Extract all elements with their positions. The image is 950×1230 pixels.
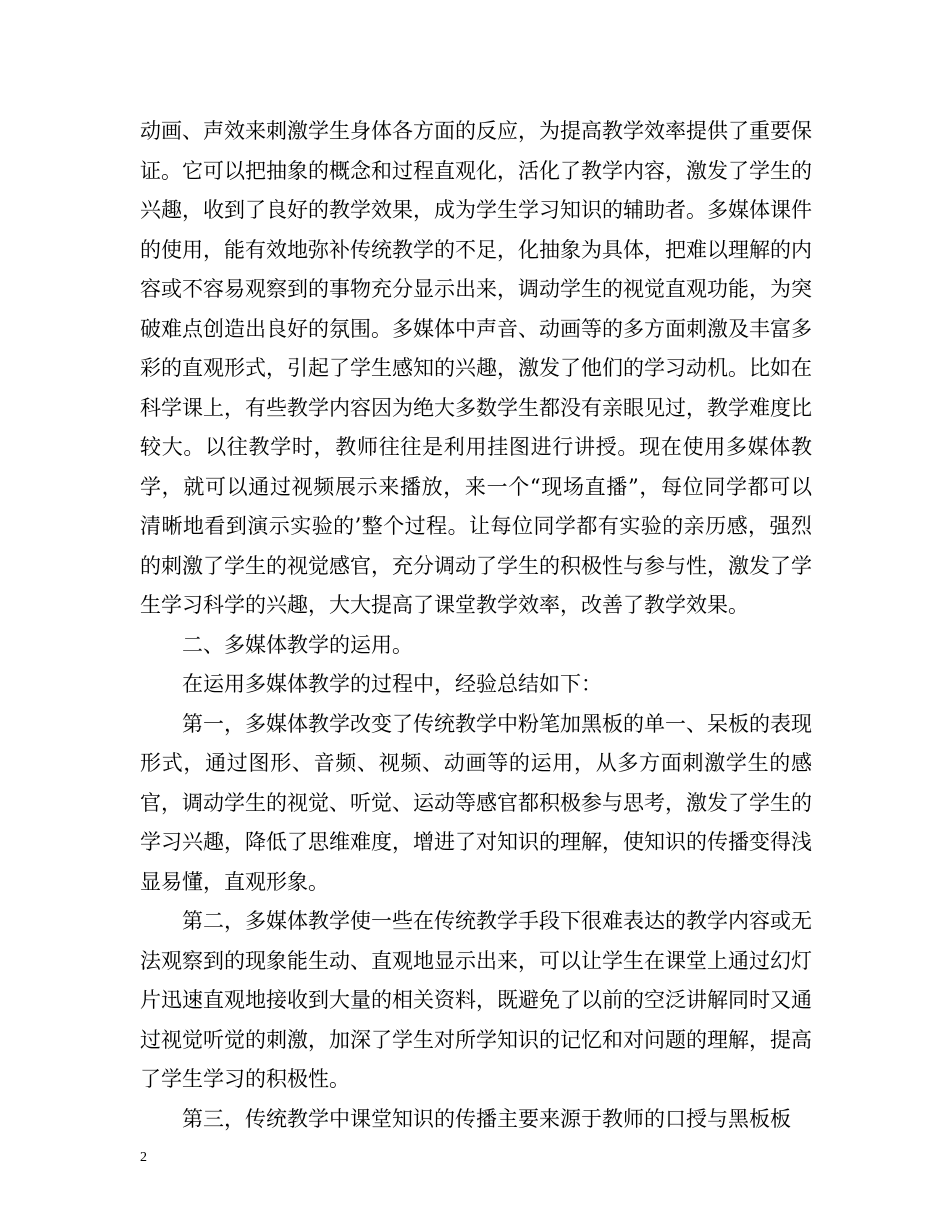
- paragraph-continuation: 动画、声效来刺激学生身体各方面的反应，为提高教学效率提供了重要保证。它可以把抽象的概念和过程直观化，活化了教学内容，激发了学生的兴趣，收到了良好的教学效果，成为学生学习知识的辅助者。多媒体课件的使用，能有效地弥补传统教学的不足，化抽象为具体，把难以理解的内容或不容易观察到的事物充分显示出来，调动学生的视觉直观功能，为突破难点创造出良好的氛围。多媒体中声音、动画等的多方面刺激及丰富多彩的直观形式，引起了学生感知的兴趣，激发了他们的学习动机。比如在科学课上，有些教学内容因为绝大多数学生都没有亲眼见过，教学难度比较大。以往教学时，教师往往是利用挂图进行讲授。现在使用多媒体教学，就可以通过视频展示来播放，来一个“现场直播”，每位同学都可以清晰地看到演示实验的’整个过程。让每位同学都有实验的亲历感，强烈的刺激了学生的视觉感官，充分调动了学生的积极性与参与性，激发了学生学习科学的兴趣，大大提高了课堂教学效率，改善了教学效果。: [140, 119, 812, 617]
- paragraph-first-point: 第一，多媒体教学改变了传统教学中粉笔加黑板的单一、呆板的表现形式，通过图形、音频、视频、动画等的运用，从多方面刺激学生的感官，调动学生的视觉、听觉、运动等感官都积极参与思考，激发了学生的学习兴趣，降低了思维难度，增进了对知识的理解，使知识的传播变得浅显易懂，直观形象。: [140, 711, 812, 894]
- page-number: 2: [140, 1150, 147, 1165]
- paragraph-third-point: 第三，传统教学中课堂知识的传播主要来源于教师的口授与黑板板: [182, 1106, 791, 1131]
- paragraph-second-point: 第二，多媒体教学使一些在传统教学手段下很难表达的教学内容或无法观察到的现象能生动、直观地显示出来，可以让学生在课堂上通过幻灯片迅速直观地接收到大量的相关资料，既避免了以前的空泛讲解同时又通过视觉听觉的刺激，加深了学生对所学知识的记忆和对问题的理解，提高了学生学习的积极性。: [140, 909, 812, 1091]
- paragraph-intro: 在运用多媒体教学的过程中，经验总结如下：: [182, 672, 602, 696]
- document-body: [140, 112, 812, 1139]
- section-heading: 二、多媒体教学的运用。: [182, 632, 413, 657]
